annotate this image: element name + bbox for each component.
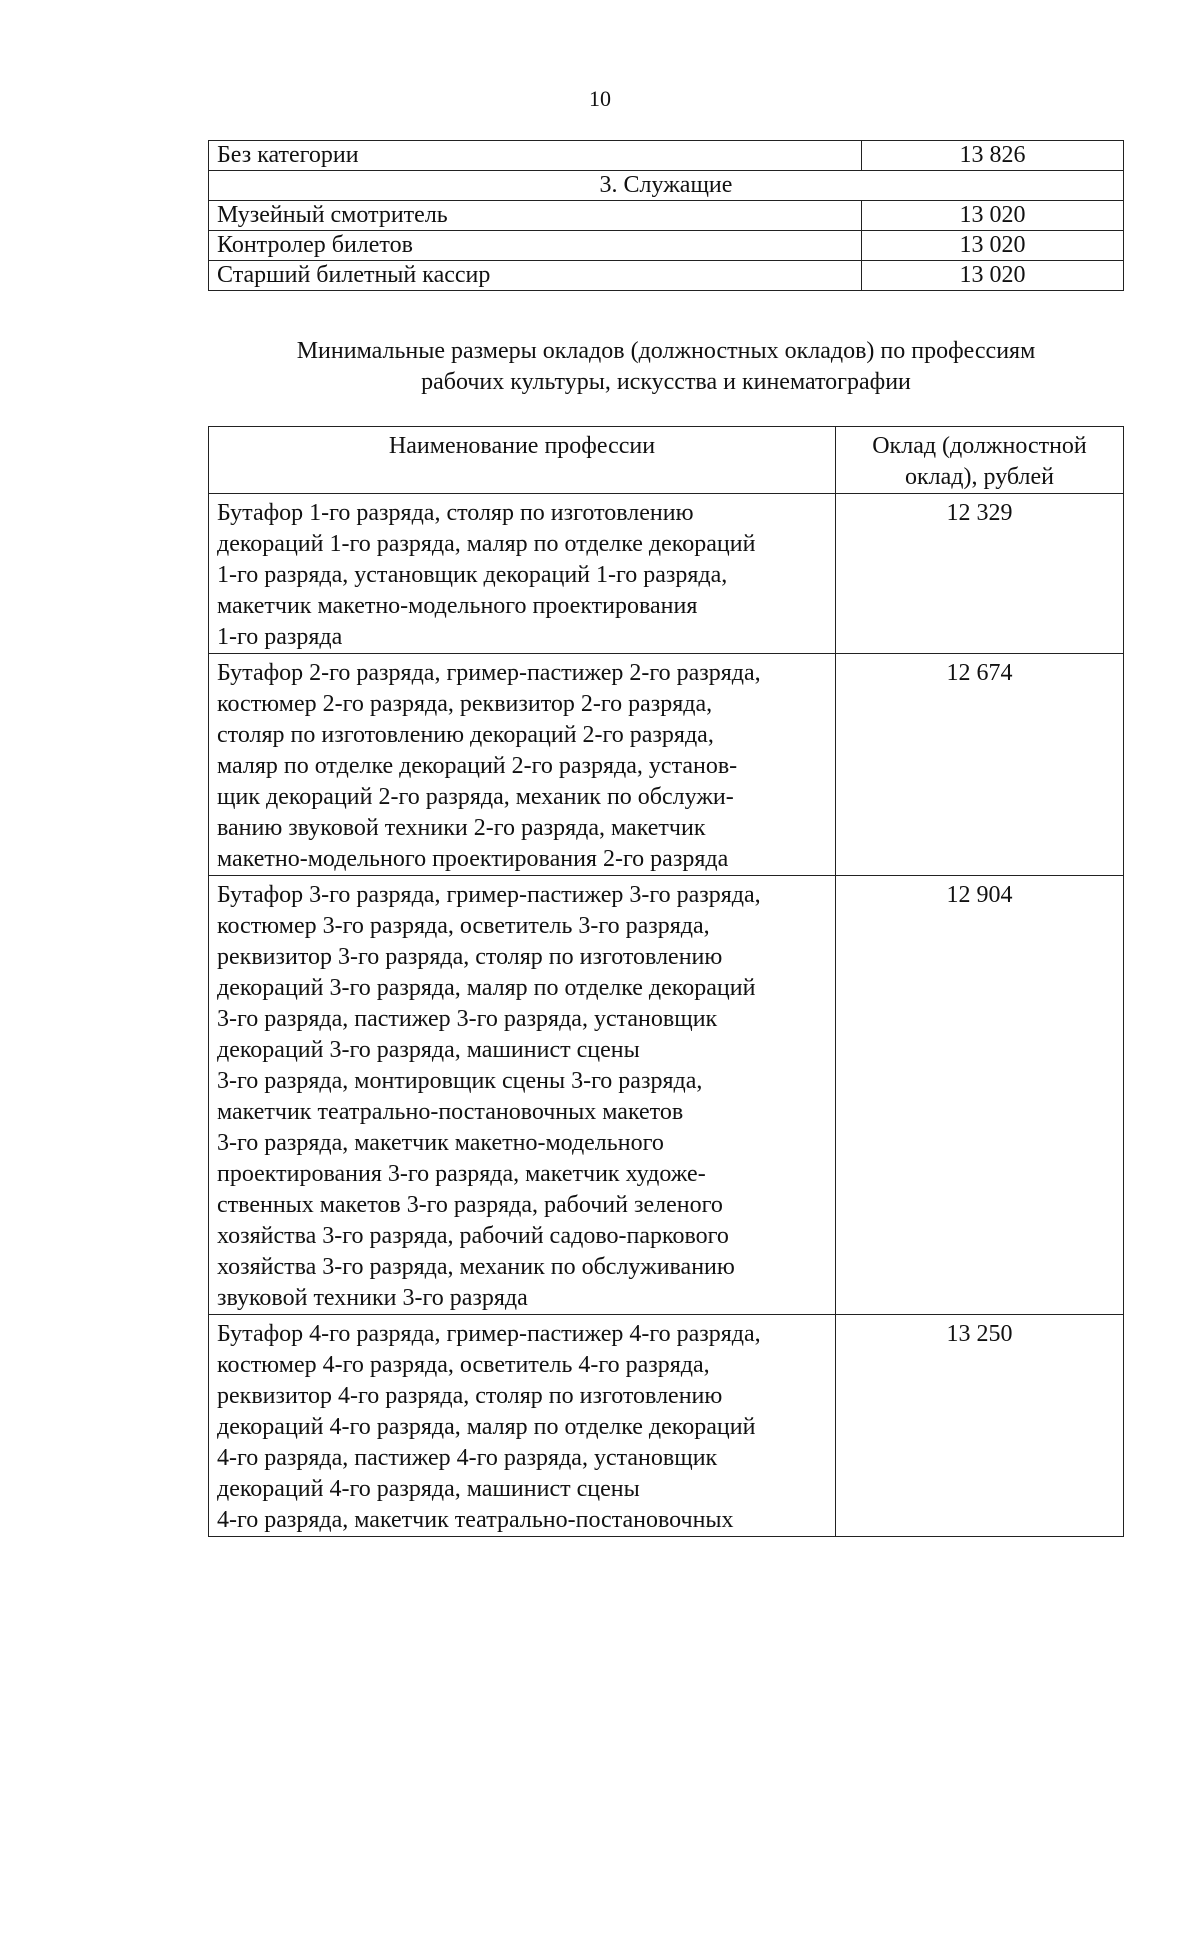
text-line: декораций 1-го разряда, маляр по отделке декораций (217, 531, 756, 557)
section-row (209, 171, 1124, 201)
position-name: Без категории (209, 141, 862, 171)
text-line: костюмер 2-го разряда, реквизитор 2-го разряда, (217, 691, 713, 717)
text-line: Бутафор 1-го разряда, столяр по изготовлению (217, 500, 694, 526)
table-row (209, 654, 1124, 876)
text-line: 3-го разряда, макетчик макетно-модельного (217, 1130, 664, 1156)
table-row (209, 261, 1124, 291)
text-line: макетчик макетно-модельного проектирования (217, 593, 698, 619)
text-line: костюмер 4-го разряда, осветитель 4-го разряда, (217, 1352, 710, 1378)
text-line: щик декораций 2-го разряда, механик по обслужи- (217, 784, 734, 810)
text-line: хозяйства 3-го разряда, рабочий садово-паркового (217, 1223, 729, 1249)
salary-table-continued (208, 140, 1124, 291)
text-line: макетчик театрально-постановочных макетов (217, 1099, 684, 1125)
salary-value: 13 826 (862, 141, 1124, 171)
text-line: декораций 4-го разряда, маляр по отделке декораций (217, 1414, 756, 1440)
salary-value: 12 674 (836, 654, 1124, 876)
text-line: ванию звуковой техники 2-го разряда, макетчик (217, 815, 706, 841)
position-name: Музейный смотритель (209, 201, 862, 231)
text-line: макетно-модельного проектирования 2-го разряда (217, 846, 729, 872)
table-row (209, 876, 1124, 1315)
text-line: маляр по отделке декораций 2-го разряда, установ- (217, 753, 738, 779)
table-row (209, 494, 1124, 654)
table-row (209, 201, 1124, 231)
text-line: реквизитор 3-го разряда, столяр по изготовлению (217, 944, 723, 970)
header-line: Оклад (должностной (872, 433, 1087, 459)
text-line: 3-го разряда, пастижер 3-го разряда, установщик (217, 1006, 718, 1032)
text-line: Бутафор 2-го разряда, гример-пастижер 2-го разряда, (217, 660, 761, 686)
text-line: звуковой техники 3-го разряда (217, 1285, 528, 1311)
table-row (209, 1315, 1124, 1537)
profession-salary-table (208, 426, 1124, 1537)
profession-names (209, 876, 836, 1315)
salary-value: 12 904 (836, 876, 1124, 1315)
text-line: 3-го разряда, монтировщик сцены 3-го разряда, (217, 1068, 703, 1094)
text-line: Бутафор 4-го разряда, гример-пастижер 4-го разряда, (217, 1321, 761, 1347)
section-heading: 3. Служащие (209, 171, 1124, 201)
header-row (209, 427, 1124, 494)
text-line: 1-го разряда (217, 624, 343, 650)
text-line: хозяйства 3-го разряда, механик по обслуживанию (217, 1254, 735, 1280)
salary-value: 13 020 (862, 231, 1124, 261)
profession-names (209, 494, 836, 654)
profession-names (209, 654, 836, 876)
caption-line: Минимальные размеры окладов (должностных окладов) по профессиям (296, 338, 1036, 364)
salary-value: 13 020 (862, 201, 1124, 231)
text-line: проектирования 3-го разряда, макетчик художе- (217, 1161, 706, 1187)
salary-value: 12 329 (836, 494, 1124, 654)
text-line: столяр по изготовлению декораций 2-го разряда, (217, 722, 714, 748)
salary-value: 13 250 (836, 1315, 1124, 1537)
text-line: костюмер 3-го разряда, осветитель 3-го разряда, (217, 913, 710, 939)
text-line: Бутафор 3-го разряда, гример-пастижер 3-го разряда, (217, 882, 761, 908)
text-line: реквизитор 4-го разряда, столяр по изготовлению (217, 1383, 723, 1409)
position-name: Старший билетный кассир (209, 261, 862, 291)
text-line: 4-го разряда, пастижер 4-го разряда, установщик (217, 1445, 718, 1471)
header-line: оклад), рублей (905, 464, 1054, 490)
salary-value: 13 020 (862, 261, 1124, 291)
page-number: 10 (589, 86, 611, 111)
table-row (209, 231, 1124, 261)
text-line: декораций 3-го разряда, машинист сцены (217, 1037, 640, 1063)
text-line: ственных макетов 3-го разряда, рабочий зеленого (217, 1192, 723, 1218)
table-caption (208, 336, 1124, 398)
text-line: 4-го разряда, макетчик театрально-постановочных (217, 1507, 734, 1533)
profession-names (209, 1315, 836, 1537)
text-line: 1-го разряда, установщик декораций 1-го разряда, (217, 562, 728, 588)
caption-line: рабочих культуры, искусства и кинематографии (421, 369, 911, 395)
column-header-profession: Наименование профессии (209, 427, 836, 494)
position-name: Контролер билетов (209, 231, 862, 261)
column-header-salary (836, 427, 1124, 494)
text-line: декораций 3-го разряда, маляр по отделке декораций (217, 975, 756, 1001)
table-row (209, 141, 1124, 171)
text-line: декораций 4-го разряда, машинист сцены (217, 1476, 640, 1502)
